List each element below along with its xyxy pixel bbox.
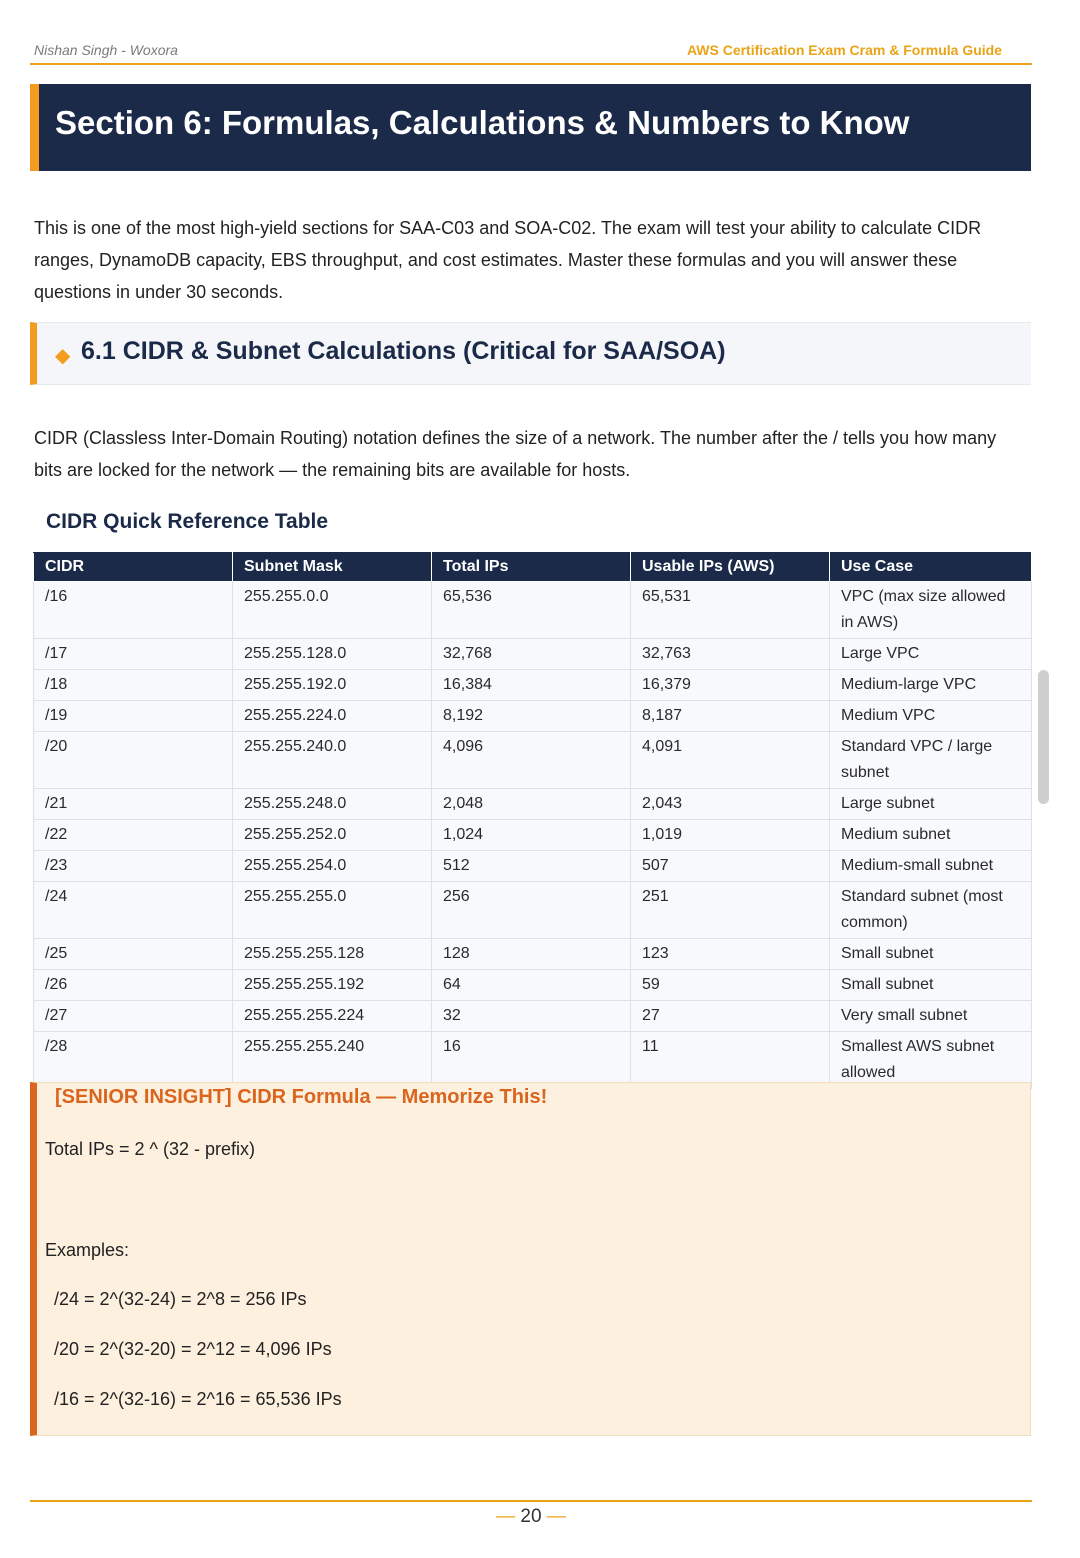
cell-cidr: /22 bbox=[34, 820, 233, 851]
cell-total-ips: 8,192 bbox=[432, 701, 631, 732]
cell-use-case: Large VPC bbox=[830, 639, 1032, 670]
cell-cidr: /20 bbox=[34, 732, 233, 789]
cell-usable-ips: 2,043 bbox=[631, 789, 830, 820]
cell-use-case: VPC (max size allowed in AWS) bbox=[830, 582, 1032, 639]
section-banner bbox=[30, 84, 1031, 171]
cell-subnet-mask: 255.255.128.0 bbox=[233, 639, 432, 670]
header-author: Nishan Singh - Woxora bbox=[34, 42, 178, 58]
cell-cidr: /28 bbox=[34, 1032, 233, 1089]
cell-total-ips: 256 bbox=[432, 882, 631, 939]
header-guide-title: AWS Certification Exam Cram & Formula Guide bbox=[686, 42, 1002, 58]
insight-formula: Total IPs = 2 ^ (32 - prefix) bbox=[45, 1139, 256, 1159]
insight-example: /20 = 2^(32-20) = 2^12 = 4,096 IPs bbox=[54, 1339, 332, 1359]
cell-subnet-mask: 255.255.255.128 bbox=[233, 939, 432, 970]
cell-usable-ips: 59 bbox=[631, 970, 830, 1001]
cell-subnet-mask: 255.255.255.224 bbox=[233, 1001, 432, 1032]
cell-total-ips: 1,024 bbox=[432, 820, 631, 851]
cell-usable-ips: 507 bbox=[631, 851, 830, 882]
insight-example: /16 = 2^(32-16) = 2^16 = 65,536 IPs bbox=[54, 1389, 342, 1409]
header-rule bbox=[30, 63, 1032, 65]
cell-usable-ips: 27 bbox=[631, 1001, 830, 1032]
insight-title: [SENIOR INSIGHT] CIDR Formula — Memorize This! bbox=[55, 1086, 548, 1108]
cell-cidr: /21 bbox=[34, 789, 233, 820]
cell-total-ips: 64 bbox=[432, 970, 631, 1001]
cell-use-case: Small subnet bbox=[830, 939, 1032, 970]
table-row bbox=[34, 851, 1032, 882]
section-title: Section 6: Formulas, Calculations & Numbers to Know bbox=[55, 104, 910, 141]
cell-cidr: /27 bbox=[34, 1001, 233, 1032]
cell-total-ips: 128 bbox=[432, 939, 631, 970]
cell-subnet-mask: 255.255.255.0 bbox=[233, 882, 432, 939]
footer-dash-right: — bbox=[546, 1506, 566, 1527]
col-header-use-case: Use Case bbox=[830, 553, 1032, 582]
cell-cidr: /26 bbox=[34, 970, 233, 1001]
table-row bbox=[34, 789, 1032, 820]
table-row bbox=[34, 701, 1032, 732]
cell-total-ips: 65,536 bbox=[432, 582, 631, 639]
cell-use-case: Standard VPC / large subnet bbox=[830, 732, 1032, 789]
table-row bbox=[34, 939, 1032, 970]
cell-usable-ips: 32,763 bbox=[631, 639, 830, 670]
cell-usable-ips: 4,091 bbox=[631, 732, 830, 789]
col-header-usable-ips: Usable IPs (AWS) bbox=[631, 553, 830, 582]
cell-use-case: Medium VPC bbox=[830, 701, 1032, 732]
cidr-reference-table bbox=[33, 552, 1032, 1089]
cell-cidr: /24 bbox=[34, 882, 233, 939]
page-number: 20 bbox=[520, 1506, 542, 1527]
cell-subnet-mask: 255.255.254.0 bbox=[233, 851, 432, 882]
cell-cidr: /25 bbox=[34, 939, 233, 970]
cell-use-case: Standard subnet (most common) bbox=[830, 882, 1032, 939]
col-header-subnet-mask: Subnet Mask bbox=[233, 553, 432, 582]
scrollbar-thumb[interactable] bbox=[1038, 670, 1049, 804]
diamond-icon: ◆ bbox=[55, 345, 71, 367]
table-row bbox=[34, 582, 1032, 639]
cell-subnet-mask: 255.255.252.0 bbox=[233, 820, 432, 851]
cell-use-case: Small subnet bbox=[830, 970, 1032, 1001]
section-intro: This is one of the most high-yield sections for SAA-C03 and SOA-C02. The exam will test your ability to calculate CIDR ranges, DynamoDB capacity, EBS throughput, and cost estimates. Master these formulas and you will answer these questions in under 30 seconds. bbox=[34, 218, 982, 302]
cell-cidr: /23 bbox=[34, 851, 233, 882]
cell-cidr: /17 bbox=[34, 639, 233, 670]
cell-use-case: Medium subnet bbox=[830, 820, 1032, 851]
cell-use-case: Medium-small subnet bbox=[830, 851, 1032, 882]
senior-insight-box bbox=[30, 1082, 1031, 1436]
cell-usable-ips: 8,187 bbox=[631, 701, 830, 732]
subsection-banner bbox=[30, 322, 1031, 385]
cell-subnet-mask: 255.255.0.0 bbox=[233, 582, 432, 639]
cell-total-ips: 16 bbox=[432, 1032, 631, 1089]
cell-cidr: /18 bbox=[34, 670, 233, 701]
table-row bbox=[34, 1032, 1032, 1089]
cell-subnet-mask: 255.255.224.0 bbox=[233, 701, 432, 732]
table-row bbox=[34, 670, 1032, 701]
insight-example: /24 = 2^(32-24) = 2^8 = 256 IPs bbox=[54, 1289, 307, 1309]
footer-rule bbox=[30, 1500, 1032, 1502]
col-header-cidr: CIDR bbox=[34, 553, 233, 582]
cell-total-ips: 32 bbox=[432, 1001, 631, 1032]
cell-use-case: Large subnet bbox=[830, 789, 1032, 820]
cell-total-ips: 32,768 bbox=[432, 639, 631, 670]
table-row bbox=[34, 970, 1032, 1001]
cell-cidr: /19 bbox=[34, 701, 233, 732]
cell-total-ips: 16,384 bbox=[432, 670, 631, 701]
cell-total-ips: 2,048 bbox=[432, 789, 631, 820]
subsection-title: 6.1 CIDR & Subnet Calculations (Critical for SAA/SOA) bbox=[81, 337, 726, 365]
cell-usable-ips: 251 bbox=[631, 882, 830, 939]
table-row bbox=[34, 732, 1032, 789]
cell-usable-ips: 16,379 bbox=[631, 670, 830, 701]
cell-subnet-mask: 255.255.240.0 bbox=[233, 732, 432, 789]
footer-dash-left: — bbox=[496, 1506, 516, 1527]
cell-usable-ips: 123 bbox=[631, 939, 830, 970]
cell-usable-ips: 1,019 bbox=[631, 820, 830, 851]
subsection-intro: CIDR (Classless Inter-Domain Routing) notation defines the size of a network. The number after the / tells you how many bits are locked for the network — the remaining bits are available for hosts. bbox=[34, 428, 997, 480]
cell-use-case: Medium-large VPC bbox=[830, 670, 1032, 701]
cell-total-ips: 512 bbox=[432, 851, 631, 882]
cell-use-case: Very small subnet bbox=[830, 1001, 1032, 1032]
insight-examples-label: Examples: bbox=[45, 1240, 130, 1260]
table-row bbox=[34, 820, 1032, 851]
table-title: CIDR Quick Reference Table bbox=[46, 510, 329, 533]
cell-subnet-mask: 255.255.192.0 bbox=[233, 670, 432, 701]
cell-subnet-mask: 255.255.255.240 bbox=[233, 1032, 432, 1089]
table-row bbox=[34, 1001, 1032, 1032]
col-header-total-ips: Total IPs bbox=[432, 553, 631, 582]
cell-total-ips: 4,096 bbox=[432, 732, 631, 789]
table-row bbox=[34, 882, 1032, 939]
table-row bbox=[34, 639, 1032, 670]
cell-usable-ips: 11 bbox=[631, 1032, 830, 1089]
footer-page bbox=[0, 1506, 1062, 1528]
cell-cidr: /16 bbox=[34, 582, 233, 639]
cell-use-case: Smallest AWS subnet allowed bbox=[830, 1032, 1032, 1089]
table-header-row bbox=[34, 553, 1032, 582]
cell-usable-ips: 65,531 bbox=[631, 582, 830, 639]
cell-subnet-mask: 255.255.255.192 bbox=[233, 970, 432, 1001]
cell-subnet-mask: 255.255.248.0 bbox=[233, 789, 432, 820]
